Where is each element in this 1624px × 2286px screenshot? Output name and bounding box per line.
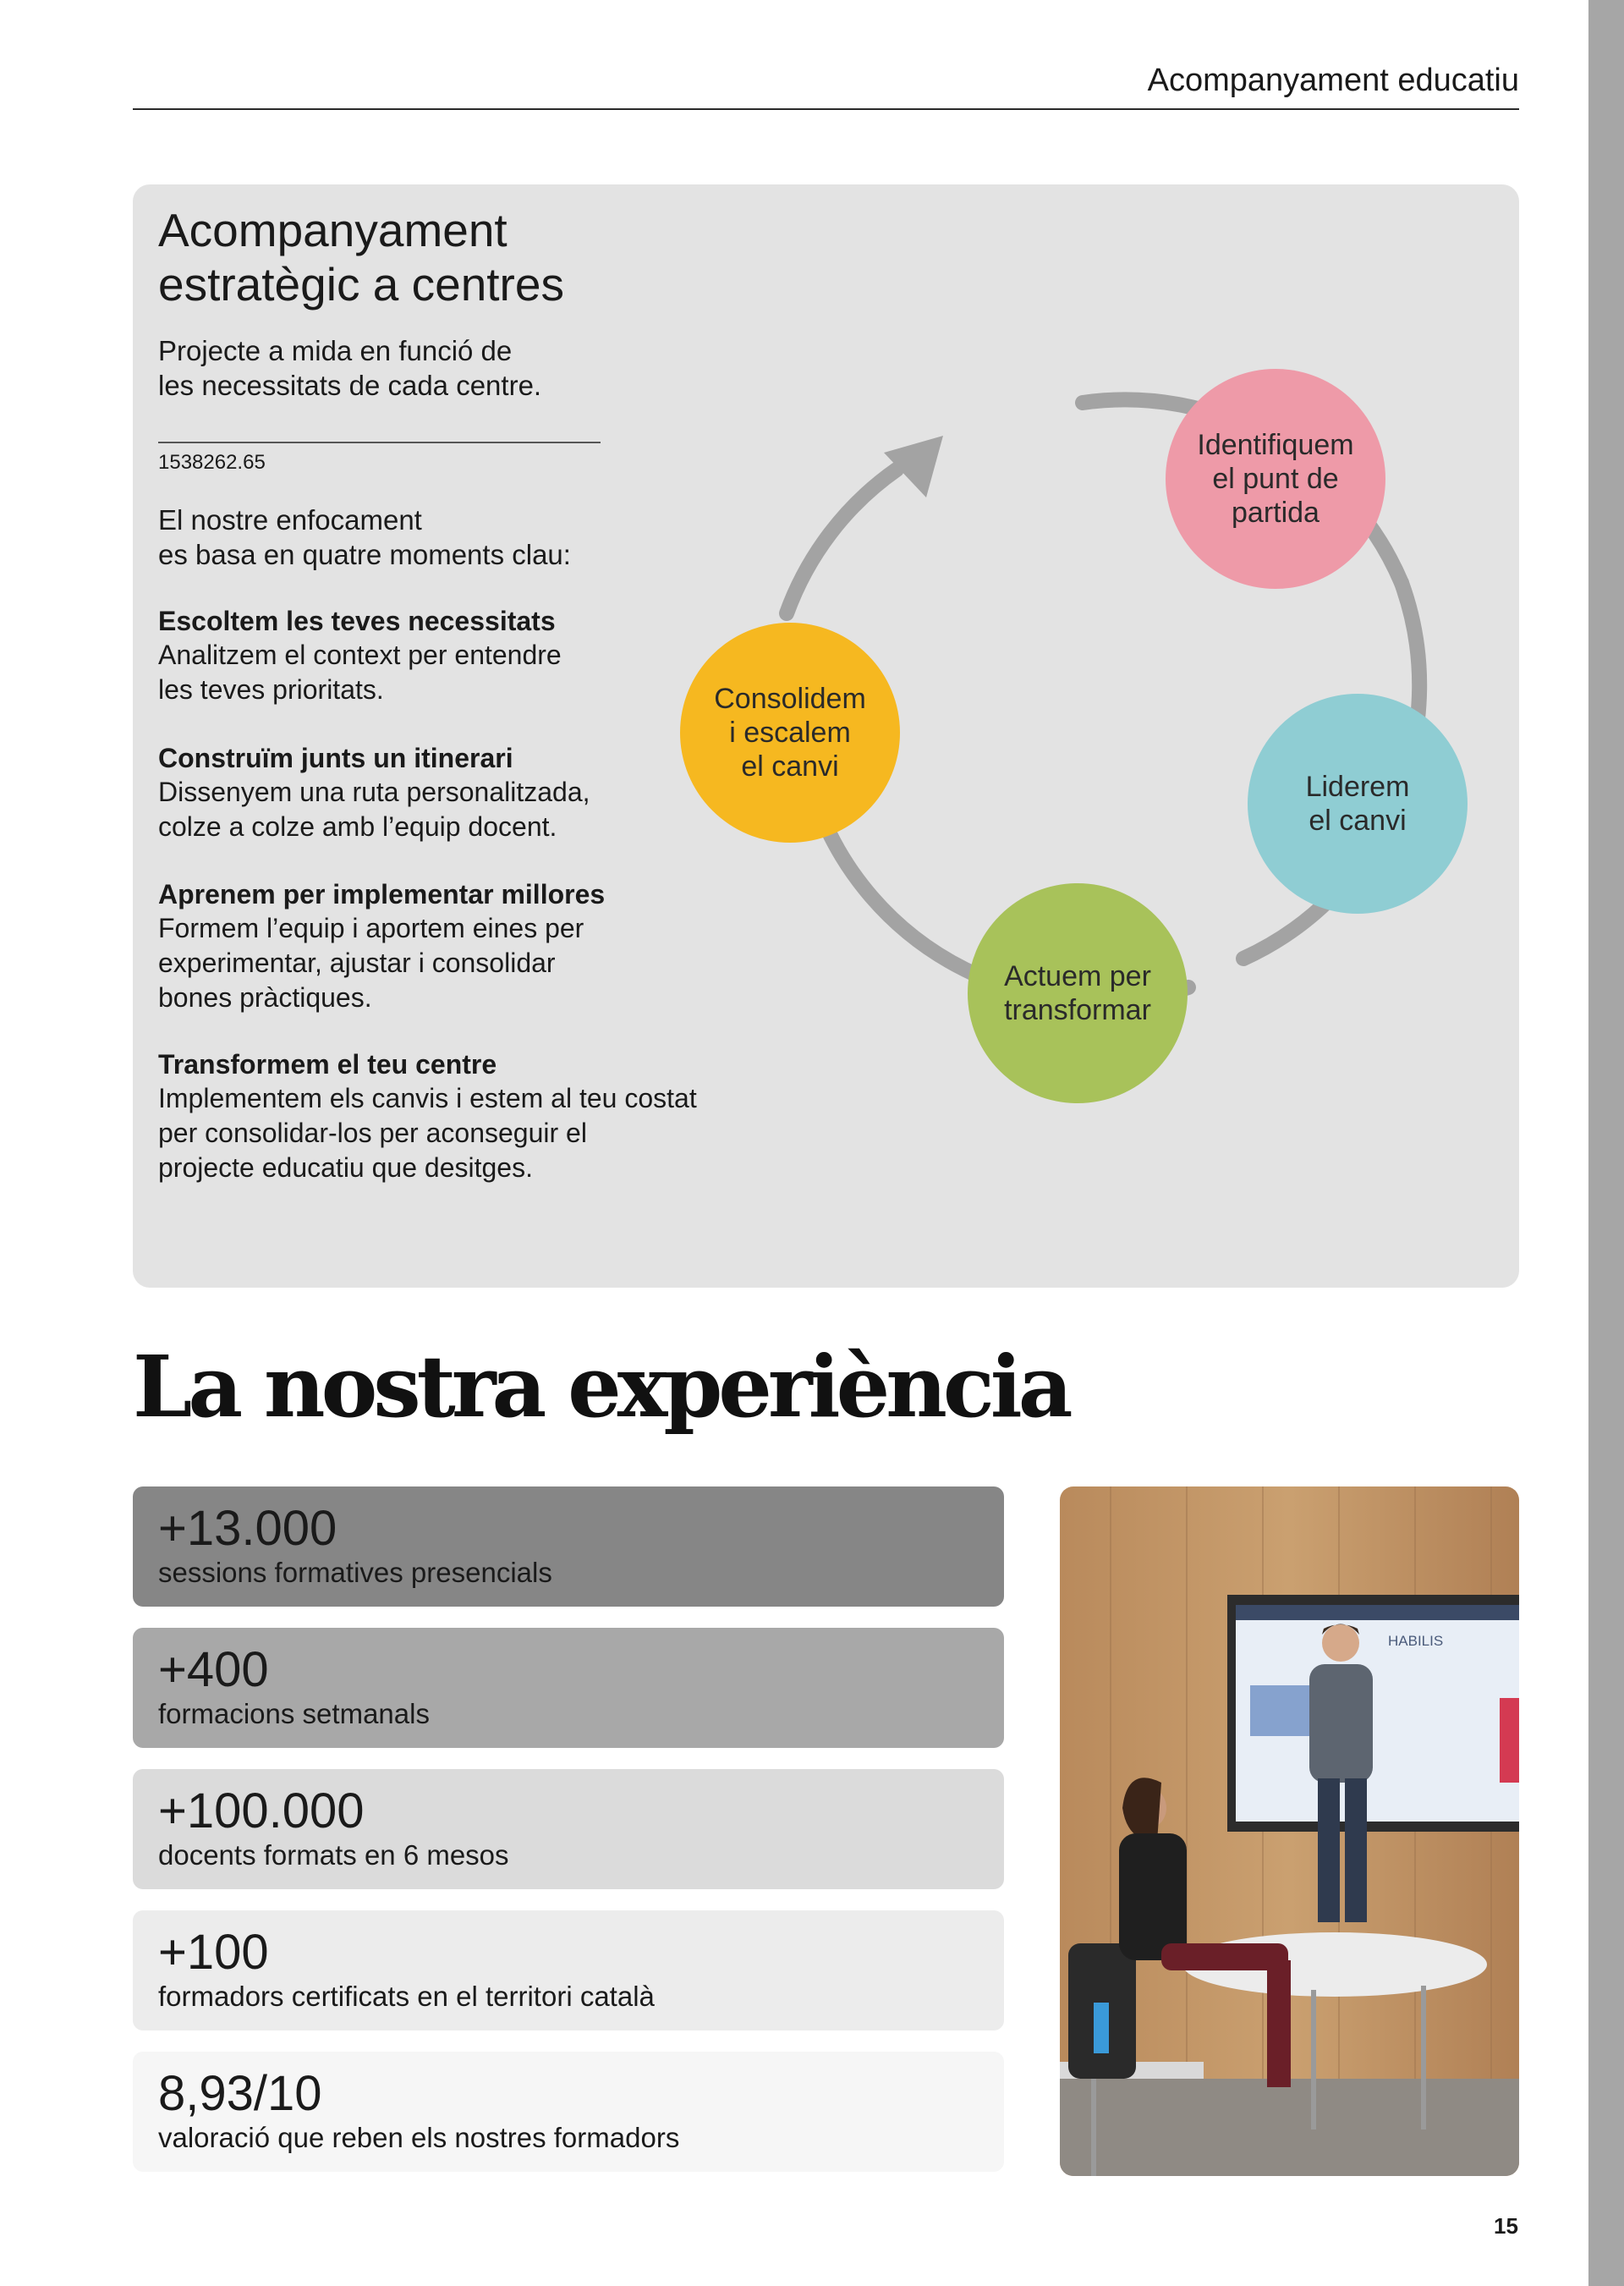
cycle-arc-left bbox=[787, 470, 897, 613]
step-title: Aprenem per implementar millores bbox=[158, 879, 606, 909]
stat-label: valoració que reben els nostres formadors bbox=[158, 2122, 680, 2153]
node-act-label: Actuem per transformar bbox=[1004, 960, 1151, 1026]
stat-card bbox=[133, 1910, 1004, 2030]
section-title: Acompanyament educatiu bbox=[1147, 63, 1519, 98]
step-title: Transformem el teu centre bbox=[158, 1049, 497, 1080]
stat-card bbox=[133, 1769, 1004, 1889]
classroom-photo bbox=[1060, 1486, 1519, 2176]
panel-code: 1538262.65 bbox=[158, 451, 266, 474]
panel-title-line-2: estratègic a centres bbox=[158, 258, 564, 310]
stat-value: +100.000 bbox=[158, 1783, 365, 1838]
panel-lead-line-2: les necessitats de cada centre. bbox=[158, 370, 542, 401]
stat-label: docents formats en 6 mesos bbox=[158, 1839, 509, 1871]
stat-value: +13.000 bbox=[158, 1501, 337, 1556]
step-description: Implementem els canvis i estem al teu costat per consolidar-los per aconseguir el projecte educatiu que desitges. bbox=[158, 1083, 697, 1183]
node-lead-label: Liderem el canvi bbox=[1305, 771, 1410, 837]
presenter-body bbox=[1309, 1664, 1373, 1783]
step-description: Formem l’equip i aportem eines per experimentar, ajustar i consolidar bones pràctiques. bbox=[158, 913, 584, 1013]
node-consolidate bbox=[680, 623, 900, 843]
panel-intro-line-2: es basa en quatre moments clau: bbox=[158, 539, 571, 570]
step-title: Construïm junts un itinerari bbox=[158, 743, 513, 773]
node-consolidate-label: Consolidem i escalem el canvi bbox=[714, 683, 866, 783]
stat-label: formadors certificats en el territori català bbox=[158, 1981, 655, 2012]
panel-lead-line-1: Projecte a mida en funció de bbox=[158, 335, 513, 366]
panel-intro bbox=[158, 503, 571, 572]
stat-label: formacions setmanals bbox=[158, 1698, 430, 1729]
panel-divider bbox=[158, 442, 601, 443]
step-description: Dissenyem una ruta personalitzada, colze a colze amb l’equip docent. bbox=[158, 777, 590, 842]
panel-lead bbox=[158, 333, 541, 403]
experience-title: La nostra experiència bbox=[133, 1337, 1069, 1437]
stat-value: +100 bbox=[158, 1925, 269, 1980]
classroom-illustration bbox=[1060, 1486, 1519, 2176]
screen-brand-text: HABILIS bbox=[1388, 1633, 1444, 1649]
panel-title bbox=[158, 203, 564, 311]
page-number: 15 bbox=[1494, 2213, 1518, 2239]
stat-card bbox=[133, 1486, 1004, 1607]
stat-value: +400 bbox=[158, 1642, 269, 1697]
panel-title-line-1: Acompanyament bbox=[158, 204, 508, 256]
step-title: Escoltem les teves necessitats bbox=[158, 606, 556, 636]
participant-body bbox=[1119, 1833, 1187, 1960]
stat-card bbox=[133, 2052, 1004, 2172]
presenter-head bbox=[1322, 1624, 1359, 1662]
node-act bbox=[968, 883, 1188, 1103]
node-identify bbox=[1166, 369, 1385, 589]
stat-label: sessions formatives presencials bbox=[158, 1557, 552, 1588]
step-description: Analitzem el context per entendre les teves prioritats. bbox=[158, 640, 562, 705]
side-strip bbox=[1588, 0, 1624, 2286]
cycle-diagram bbox=[660, 355, 1506, 1117]
panel-intro-line-1: El nostre enfocament bbox=[158, 504, 422, 536]
stat-card bbox=[133, 1628, 1004, 1748]
header-divider bbox=[133, 108, 1519, 110]
floor bbox=[1060, 2079, 1519, 2176]
stat-value: 8,93/10 bbox=[158, 2066, 322, 2121]
node-lead bbox=[1248, 694, 1468, 914]
node-identify-label: Identifiquem el punt de partida bbox=[1197, 429, 1354, 529]
